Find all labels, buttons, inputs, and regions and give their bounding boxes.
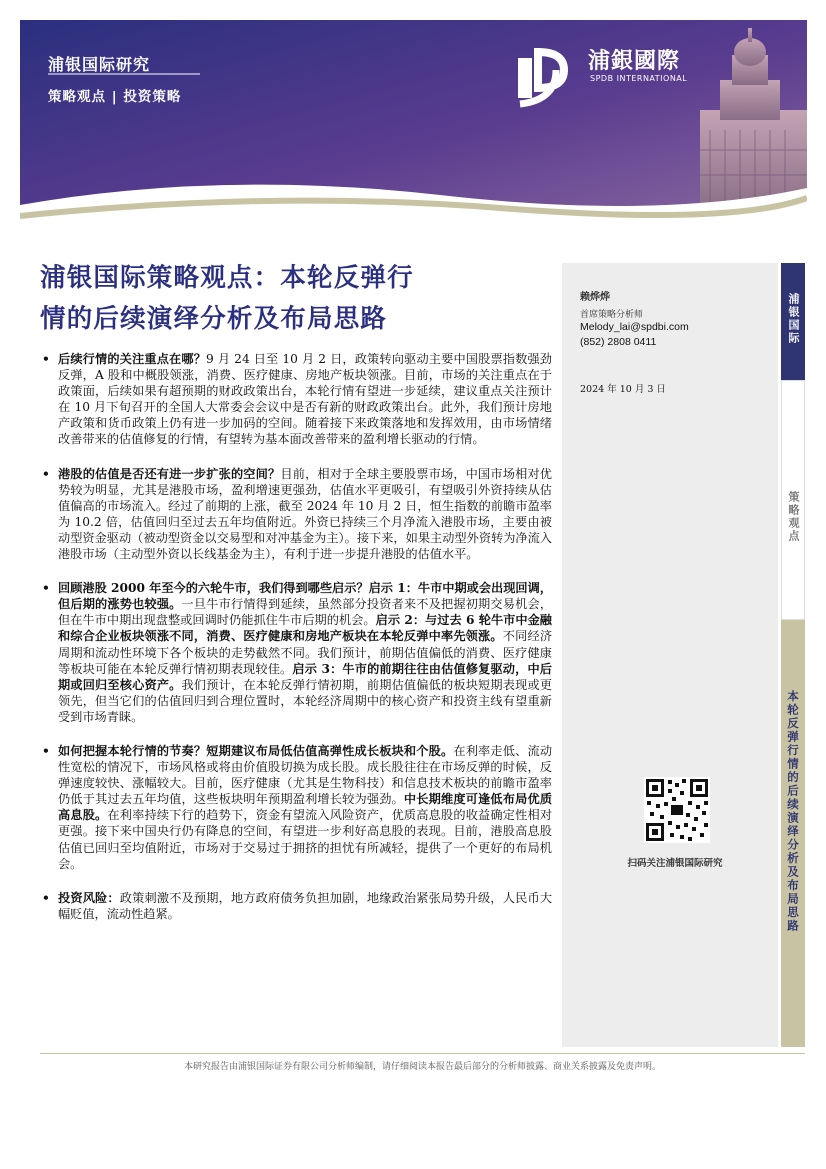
bullet-lead: 后续行情的关注重点在哪？	[58, 352, 207, 366]
bullet-text: 在利率走低、流动性宽松的情况下，市场风格或将由价值股切换为成长股。成长股往往在市场反弹的时候，反弹速度较快、涨幅较大。目前，医疗健康（尤其是生物科技）和信息技术板块的前瞻市盈率仍低于其过去五年均值，这些板块明年预期盈利增长较为强劲。	[58, 743, 553, 807]
analyst-name: 赖烨烨	[580, 292, 610, 303]
bullet-lead: 港股的估值是否还有进一步扩张的空间？	[58, 466, 281, 481]
title-line-1: 浦银国际策略观点：本轮反弹行	[40, 263, 414, 293]
analyst-email[interactable]: Melody_lai@spdbi.com	[580, 321, 689, 333]
bullet-text: 目前，相对于全球主要股票市场，中国市场相对优势较为明显，尤其是港股市场，盈利增速更强劲，估值水平更吸引，有望吸引外资持续从估值偏高的市场流入。经过了前期的上涨，截至 2024 年 10 月 2 日，恒生指数的前瞻市盈率为 10.2 倍，估值回归至过去五年均值附近。外资已持续三个月净流入港股市场，主要由被动型资金驱动（被动型资金以交易型和对冲基金为主）。接下来，如果主动型外资转为净流入港股市场（主动型外资以长线基金为主），有利于进一步提升港股的估值水平。	[58, 466, 552, 562]
report-date: 2024 年 10 月 3 日	[580, 384, 666, 395]
side-tab-title	[781, 620, 805, 1047]
bullet-lead: 投资风险：	[58, 890, 120, 905]
bullet-text: 在利率持续下行的趋势下，资金有望流入风险资产，优质高息股的收益确定性相对更强。接下来中国央行仍有降息的空间，有望进一步利好高息股的表现。目前，港股高息股估值已回归至均值附近，市场对于交易过于拥挤的担忧有所减轻，提供了一个更好的布局机会。	[58, 808, 553, 871]
report-body	[42, 351, 552, 940]
report-title	[40, 258, 560, 340]
bullet-dot-icon: •	[42, 581, 50, 596]
side-tab-category	[781, 380, 805, 620]
footer-divider	[40, 1053, 805, 1054]
bullet-dot-icon: •	[42, 890, 50, 905]
bullet-text: 一旦牛市行情得到延续，虽然部分投资者来不及把握初期交易机会，但在牛市中期出现盘整或回调时仍能抓住牛市后期的机会。	[58, 597, 553, 628]
bullet-point	[42, 466, 552, 563]
bullet-lead: 中长期维度可逢低布局优质高息股。	[58, 792, 553, 823]
footer-disclaimer: 本研究报告由浦银国际证券有限公司分析师编制，请仔细阅读本报告最后部分的分析师披露、商业关系披露及免责声明。	[183, 1062, 661, 1072]
bullet-point	[42, 580, 552, 725]
bullet-text: 政策刺激不及预期，地方政府债务负担加剧，地缘政治紧张局势升级，人民币大幅贬值，流动性趋紧。	[58, 890, 553, 921]
side-tab-brand	[781, 263, 805, 380]
qr-code-icon[interactable]	[644, 777, 710, 843]
bullet-dot-icon: •	[42, 743, 50, 758]
analyst-role: 首席策略分析师	[580, 310, 644, 320]
bullet-point	[42, 351, 552, 448]
side-tab-brand-label: 浦银国际	[787, 293, 800, 345]
bullet-point	[42, 743, 552, 872]
bullet-dot-icon: •	[42, 352, 50, 366]
logo-text: 浦銀國際	[588, 49, 681, 74]
bullet-lead: 启示 2：与过去 6 轮牛市中金融和综合企业板块领涨不同，消费、医疗健康和房地产板块在本轮反弹中率先领涨。	[58, 613, 552, 644]
title-line-2: 情的后续演绎分析及布局思路	[40, 304, 388, 334]
side-tab-title-label: 本轮反弹行情的后续演绎分析及布局思路	[786, 690, 800, 933]
bullet-point	[42, 890, 552, 922]
analyst-phone: (852) 2808 0411	[580, 336, 657, 348]
bullet-text: 9 月 24 日至 10 月 2 日，政策转向驱动主要中国股票指数强劲反弹，A 股和中概股领涨，消费、医疗健康、房地产板块领涨。目前，市场的关注重点在于政策面，后续如果有超预期的财政政策出台，本轮行情有望进一步延续，建议重点关注预计在 10 月下旬召开的全国人大常委会会议中是否有新的财政政策出台。此外，我们预计房地产政策和货币政策上仍有进一步加码的空间。随着接下来政策落地和发挥效用，由市场情绪改善带来的估值修复的行情，有望转为基本面改善带来的盈利增长驱动的行情。	[58, 352, 552, 447]
qr-caption: 扫码关注浦银国际研究	[627, 858, 723, 869]
bullet-text: 我们预计，在本轮反弹行情初期，前期估值偏低的板块短期表现或更领先，但当它们的估值回归到合理位置时，本轮经济周期中的核心资产和投资主线有望重新受到市场青睐。	[58, 677, 553, 724]
bullet-text: 不同经济周期和流动性环境下各个板块的走势截然不同。我们预计，前期估值偏低的消费、医疗健康等板块可能在本轮反弹行情初期表现较佳。	[58, 629, 553, 676]
bullet-lead: 如何把握本轮行情的节奏？短期建议布局低估值高弹性成长板块和个股。	[58, 743, 454, 758]
brand-name: 浦银国际研究	[48, 55, 151, 74]
bullet-dot-icon: •	[42, 466, 50, 481]
bullet-lead: 回顾港股 2000 年至今的六轮牛市，我们得到哪些启示？启示 1：牛市中期或会出现回调，但后期的涨势也较强。	[58, 581, 552, 612]
logo-subtext: SPDB INTERNATIONAL	[590, 74, 688, 83]
bullet-lead: 启示 3：牛市的前期往往由估值修复驱动，中后期或回归至核心资产。	[58, 661, 552, 692]
section-label: 策略观点 | 投资策略	[48, 89, 182, 105]
side-tab-category-label: 策略观点	[787, 491, 800, 543]
